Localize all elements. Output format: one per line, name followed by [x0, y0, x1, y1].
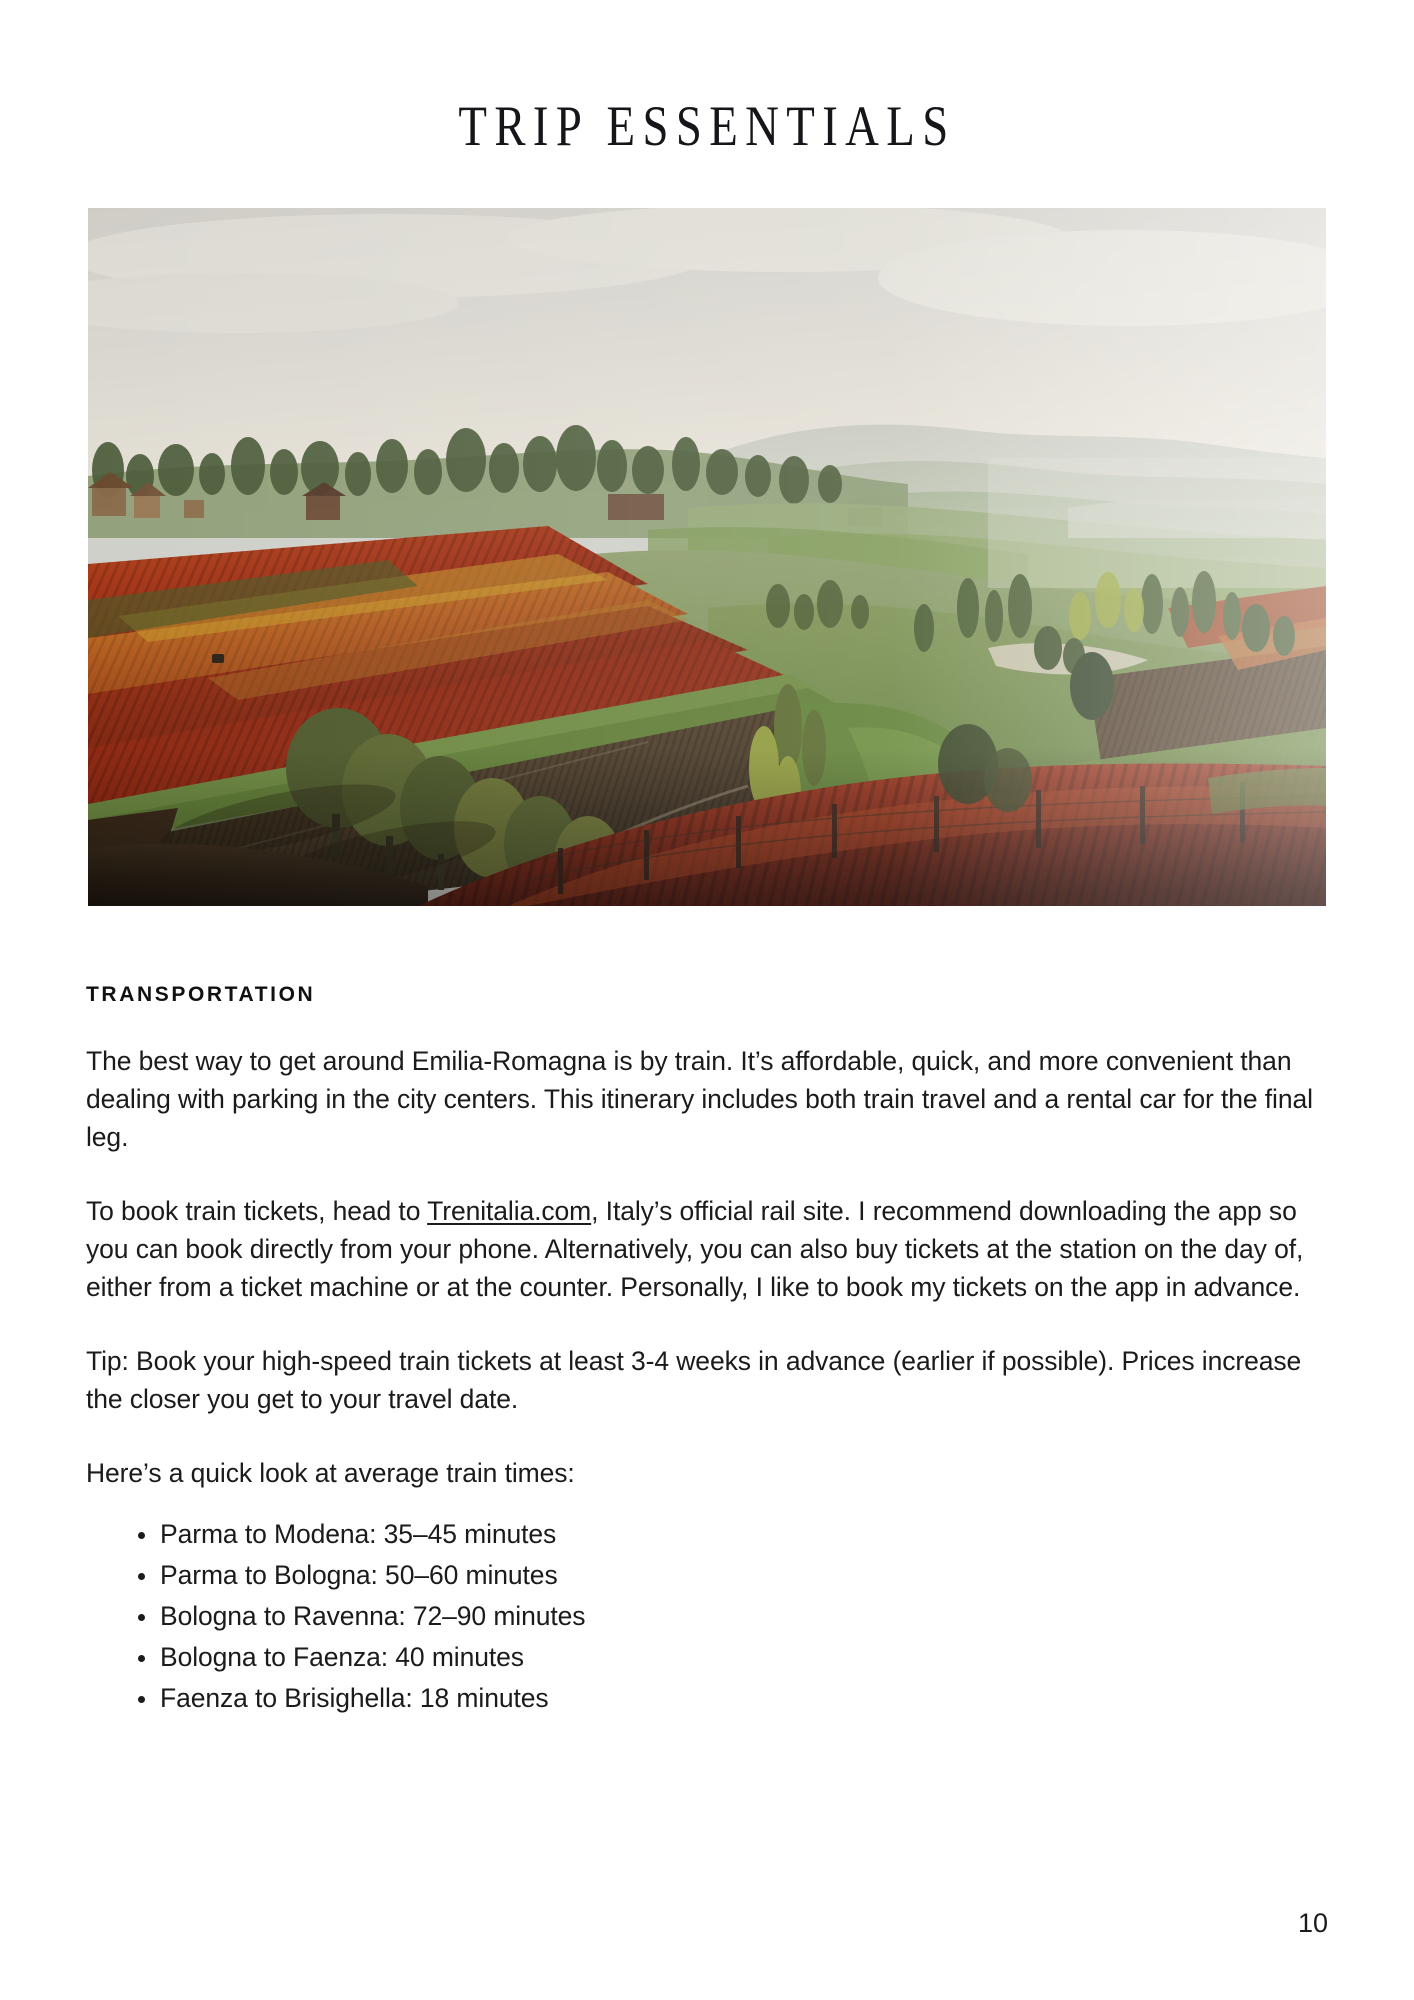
list-item: Bologna to Ravenna: 72–90 minutes — [138, 1596, 1331, 1637]
page-number: 10 — [1297, 1908, 1328, 1938]
paragraph-booking-before-link: To book train tickets, head to — [86, 1196, 428, 1226]
train-times-list — [86, 1514, 1331, 1719]
paragraph-booking — [86, 1192, 1331, 1306]
hero-landscape-image — [88, 208, 1326, 906]
paragraph-booking-after-link: , Italy’s official rail site. I recommend downloading the app so you can book directly from your phone. Alternatively, you can also buy tickets at the station on the day of, either from a ticket machine or at the counter. Personally, I like to book my tickets on the app in advance. — [86, 1196, 1304, 1302]
paragraph-train-times-intro: Here’s a quick look at average train times: — [86, 1458, 575, 1488]
section-heading-transportation: TRANSPORTATION — [86, 983, 316, 1006]
list-item: Parma to Bologna: 50–60 minutes — [138, 1555, 1331, 1596]
trenitalia-link[interactable]: Trenitalia.com — [427, 1196, 592, 1226]
list-item: Parma to Modena: 35–45 minutes — [138, 1514, 1331, 1555]
list-item: Bologna to Faenza: 40 minutes — [138, 1637, 1331, 1678]
paragraph-intro: The best way to get around Emilia-Romagna is by train. It’s affordable, quick, and more convenient than dealing with parking in the city centers. This itinerary includes both train travel and a rental car for the final leg. — [86, 1046, 1313, 1152]
list-item: Faenza to Brisighella: 18 minutes — [138, 1678, 1331, 1719]
page-title: TRIP ESSENTIALS — [458, 95, 956, 159]
article-content — [86, 982, 1331, 1719]
landscape-illustration — [88, 208, 1326, 906]
paragraph-tip: Tip: Book your high-speed train tickets at least 3-4 weeks in advance (earlier if possible). Prices increase the closer you get to your travel date. — [86, 1346, 1302, 1414]
